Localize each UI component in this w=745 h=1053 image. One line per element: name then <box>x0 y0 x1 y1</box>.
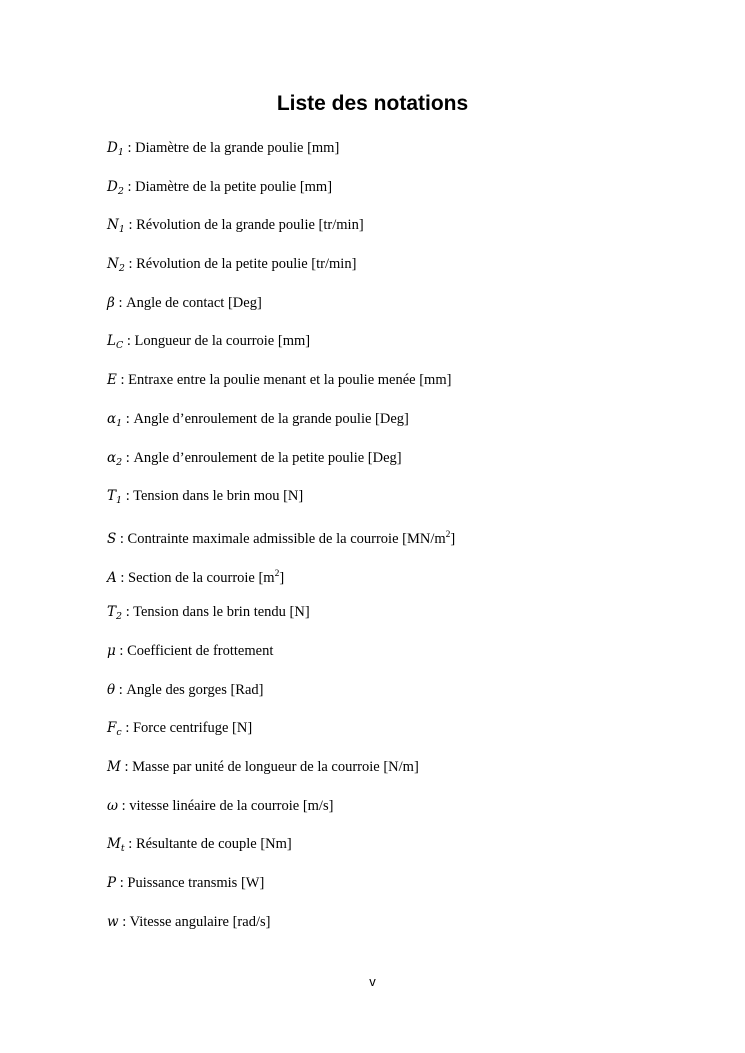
page-number: v <box>369 974 376 989</box>
notation-subscript: 2 <box>116 611 123 623</box>
notation-subscript: c <box>116 727 122 739</box>
notation-subscript: 1 <box>117 147 124 158</box>
notation-item: $\alpha_2$ : Angle d’enroulement de la petite poulie [Deg] <box>107 449 402 468</box>
page-title: Liste des notations <box>276 92 469 115</box>
notation-item: M : Masse par unité de longueur de la courroie [N/m] <box>107 759 419 775</box>
notation-description: Résultante de couple [Nm] <box>135 836 292 853</box>
notation-symbol: w <box>107 913 119 930</box>
notation-description: Masse par unité de longueur de la courroie [N/m] <box>132 759 419 775</box>
notation-description-end: ] <box>450 530 456 547</box>
notation-description: Contrainte maximale admissible de la courroie [MN/m <box>127 530 446 547</box>
notation-item: $N_1$ : Révolution de la grande poulie [tr/min] <box>107 217 364 236</box>
notation-item: $D_2$ : Diamètre de la petite poulie [mm] <box>107 178 333 197</box>
notation-description: Puissance transmis [W] <box>127 875 265 892</box>
notation-description: Révolution de la petite poulie [tr/min] <box>136 256 357 273</box>
notation-symbol: θ <box>107 681 116 698</box>
notation-description: Coefficient de frottement <box>127 642 274 659</box>
notation-symbol: F <box>107 720 117 737</box>
notation-symbol: α <box>107 449 117 466</box>
notation-description: Révolution de la grande poulie [tr/min] <box>136 217 364 234</box>
notation-item: ω : vitesse linéaire de la courroie [m/s] <box>107 797 334 814</box>
notation-subscript: t <box>120 843 125 855</box>
notation-subscript: 1 <box>118 224 125 236</box>
notation-symbol: P <box>107 875 117 892</box>
notation-description: Diamètre de la grande poulie [mm] <box>135 140 340 156</box>
notation-subscript: 2 <box>117 185 124 197</box>
notation-description-end: ] <box>279 569 285 586</box>
notation-symbol: N <box>107 217 119 234</box>
notation-item: $N_2$ : Révolution de la petite poulie [tr/min] <box>107 256 357 275</box>
notation-superscript: 2 <box>445 529 451 540</box>
notation-description: vitesse linéaire de la courroie [m/s] <box>129 797 334 814</box>
notation-item: S : Contrainte maximale admissible de la courroie $[MN/m^2]$ <box>107 529 456 547</box>
notation-symbol: T <box>107 604 117 621</box>
notation-subscript: 1 <box>116 417 123 429</box>
notation-symbol: E <box>107 372 117 389</box>
notation-symbol: D <box>107 178 118 195</box>
notation-symbol: ω <box>107 797 119 814</box>
notation-symbol: β <box>107 294 115 311</box>
notation-item: β : Angle de contact [Deg] <box>107 294 262 311</box>
notation-subscript: 2 <box>116 456 123 468</box>
notation-description: Vitesse angulaire [rad/s] <box>129 913 271 930</box>
notation-symbol: M <box>107 759 121 775</box>
notation-description: Tension dans le brin tendu [N] <box>133 604 310 621</box>
notation-symbol: μ <box>107 642 116 659</box>
notation-description: Angle d’enroulement de la petite poulie [Deg] <box>133 449 402 466</box>
notation-item: $F_c$ : Force centrifuge [N] <box>107 720 253 739</box>
notation-description: Tension dans le brin mou [N] <box>133 488 304 505</box>
notation-item: $D_1$ : Diamètre de la grande poulie [mm] <box>107 140 340 158</box>
notation-description: Longueur de la courroie [mm] <box>134 333 311 350</box>
notation-description: Entraxe entre la poulie menant et la poulie menée [mm] <box>128 372 452 389</box>
notation-symbol: D <box>107 140 118 156</box>
notation-subscript: 1 <box>116 495 123 507</box>
notation-item: $M_t$ : Résultante de couple [Nm] <box>107 836 292 855</box>
notation-symbol: T <box>107 488 117 505</box>
notation-symbol: L <box>107 333 116 350</box>
notation-item: A : Section de la courroie $[m^2]$ <box>107 568 285 586</box>
notation-symbol: α <box>107 410 117 427</box>
notation-item: $T_2$ : Tension dans le brin tendu [N] <box>107 604 310 623</box>
notation-description: Force centrifuge [N] <box>132 720 253 737</box>
notation-description: Angle d’enroulement de la grande poulie [Deg] <box>133 410 409 427</box>
notation-list <box>107 137 667 949</box>
notation-subscript: 2 <box>118 263 125 275</box>
notation-item: $T_1$ : Tension dans le brin mou [N] <box>107 488 304 507</box>
notation-description: Diamètre de la petite poulie [mm] <box>135 178 333 195</box>
notation-subscript: C <box>115 340 124 352</box>
notation-item: $\alpha_1$ : Angle d’enroulement de la grande poulie [Deg] <box>107 410 409 429</box>
notation-item: E : Entraxe entre la poulie menant et la poulie menée [mm] <box>107 372 452 389</box>
notation-item: P : Puissance transmis [W] <box>107 875 265 892</box>
notation-item: θ : Angle des gorges [Rad] <box>107 681 264 698</box>
notation-symbol: A <box>107 569 117 586</box>
notation-item: μ : Coefficient de frottement <box>107 642 274 659</box>
notation-superscript: 2 <box>274 568 280 579</box>
notation-item: $L_C$ : Longueur de la courroie [mm] <box>107 333 311 352</box>
notation-description: Angle des gorges [Rad] <box>126 681 264 698</box>
notation-description: Angle de contact [Deg] <box>126 294 262 311</box>
notation-item: w : Vitesse angulaire [rad/s] <box>107 913 271 930</box>
notation-symbol: S <box>107 530 117 547</box>
notation-symbol: M <box>107 836 121 853</box>
notation-description: Section de la courroie [m <box>128 569 275 586</box>
notation-symbol: N <box>107 256 119 273</box>
